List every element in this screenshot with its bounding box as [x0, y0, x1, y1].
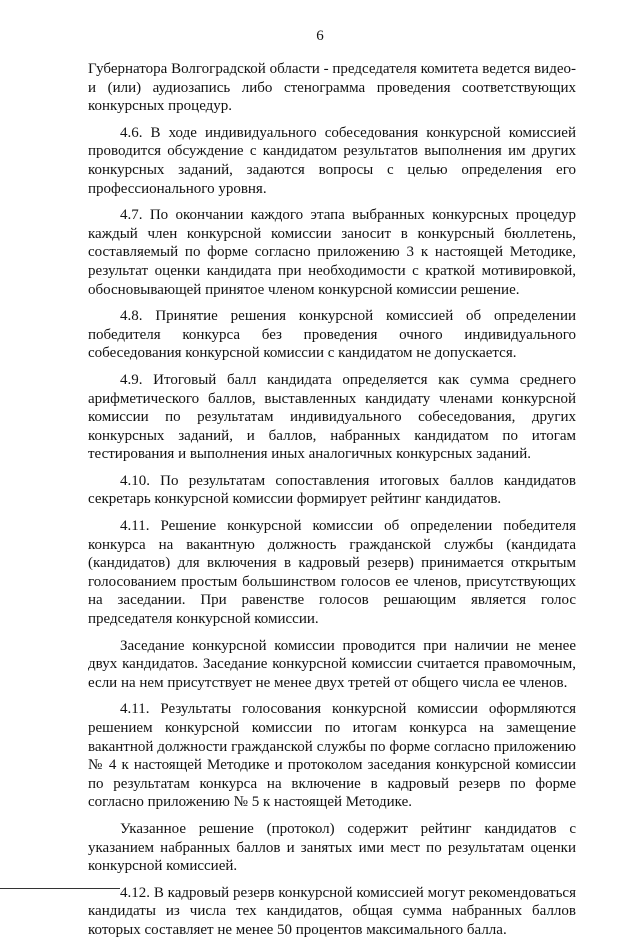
paragraph-4-11-results: 4.11. Результаты голосования конкурсной комиссии оформляются решением конкурсной комиссии по итогам конкурса на замещение вакантной должности гражданской службы по форме согласно приложению № 4 к настоящей Методике и протоколом заседания конкурсной комиссии по результатам конкурса на включение в кадровый резерв по форме согласно приложению № 5 к настоящей Методике. — [88, 701, 576, 811]
paragraph-4-9: 4.9. Итоговый балл кандидата определяется как сумма среднего арифметического баллов, выставленных кандидату членами конкурсной комиссии по результатам индивидуального собеседования, других конкурсных заданий, и баллов, набранных кандидатом по итогам тестирования и выполнения иных аналогичных конкурсных заданий. — [88, 371, 576, 463]
paragraph-continuation: Губернатора Волгоградской области - председателя комитета ведется видео- и (или) аудиозапись либо стенограмма проведения соответствующих конкурсных процедур. — [88, 61, 576, 115]
page-number: 6 — [316, 28, 324, 44]
paragraph-4-7: 4.7. По окончании каждого этапа выбранных конкурсных процедур каждый член конкурсной комиссии заносит в конкурсный бюллетень, составляемый по форме согласно приложению 3 к настоящей Методике, результат оценки кандидата при необходимости с краткой мотивировкой, обосновывающей принятое членом конкурсной комиссии решение. — [88, 207, 576, 298]
document-body — [88, 60, 576, 948]
paragraph-rating: Указанное решение (протокол) содержит рейтинг кандидатов с указанием набранных баллов и занятых ими мест по результатам оценки конкурсной комиссией. — [88, 820, 576, 875]
paragraph-4-10: 4.10. По результатам сопоставления итоговых баллов кандидатов секретарь конкурсной комиссии формирует рейтинг кандидатов. — [88, 472, 576, 508]
paragraph-4-11-decision: 4.11. Решение конкурсной комиссии об определении победителя конкурса на вакантную должность гражданской службы (кандидата (кандидатов) для включения в кадровый резерв) принимается открытым голосованием простым большинством голосов ее членов, присутствующих на заседании. При равенстве голосов решающим является голос председателя конкурсной комиссии. — [88, 518, 576, 628]
paragraph-4-8: 4.8. Принятие решения конкурсной комиссией об определении победителя конкурса без проведения очного индивидуального собеседования конкурсной комиссии с кандидатом не допускается. — [88, 308, 576, 362]
footer-rule — [0, 888, 120, 889]
paragraph-quorum: Заседание конкурсной комиссии проводится при наличии не менее двух кандидатов. Заседание конкурсной комиссии считается правомочным, если на нем присутствует не менее двух третей от общего числа ее членов. — [88, 637, 576, 691]
paragraph-4-12: 4.12. В кадровый резерв конкурсной комиссией могут рекомендоваться кандидаты из числа тех кандидатов, общая сумма набранных баллов которых составляет не менее 50 процентов максимального балла. — [88, 884, 576, 938]
paragraph-4-6: 4.6. В ходе индивидуального собеседования конкурсной комиссией проводится обсуждение с кандидатом результатов выполнения им других конкурсных заданий, задаются вопросы с целью определения его профессионального уровня. — [88, 124, 576, 197]
